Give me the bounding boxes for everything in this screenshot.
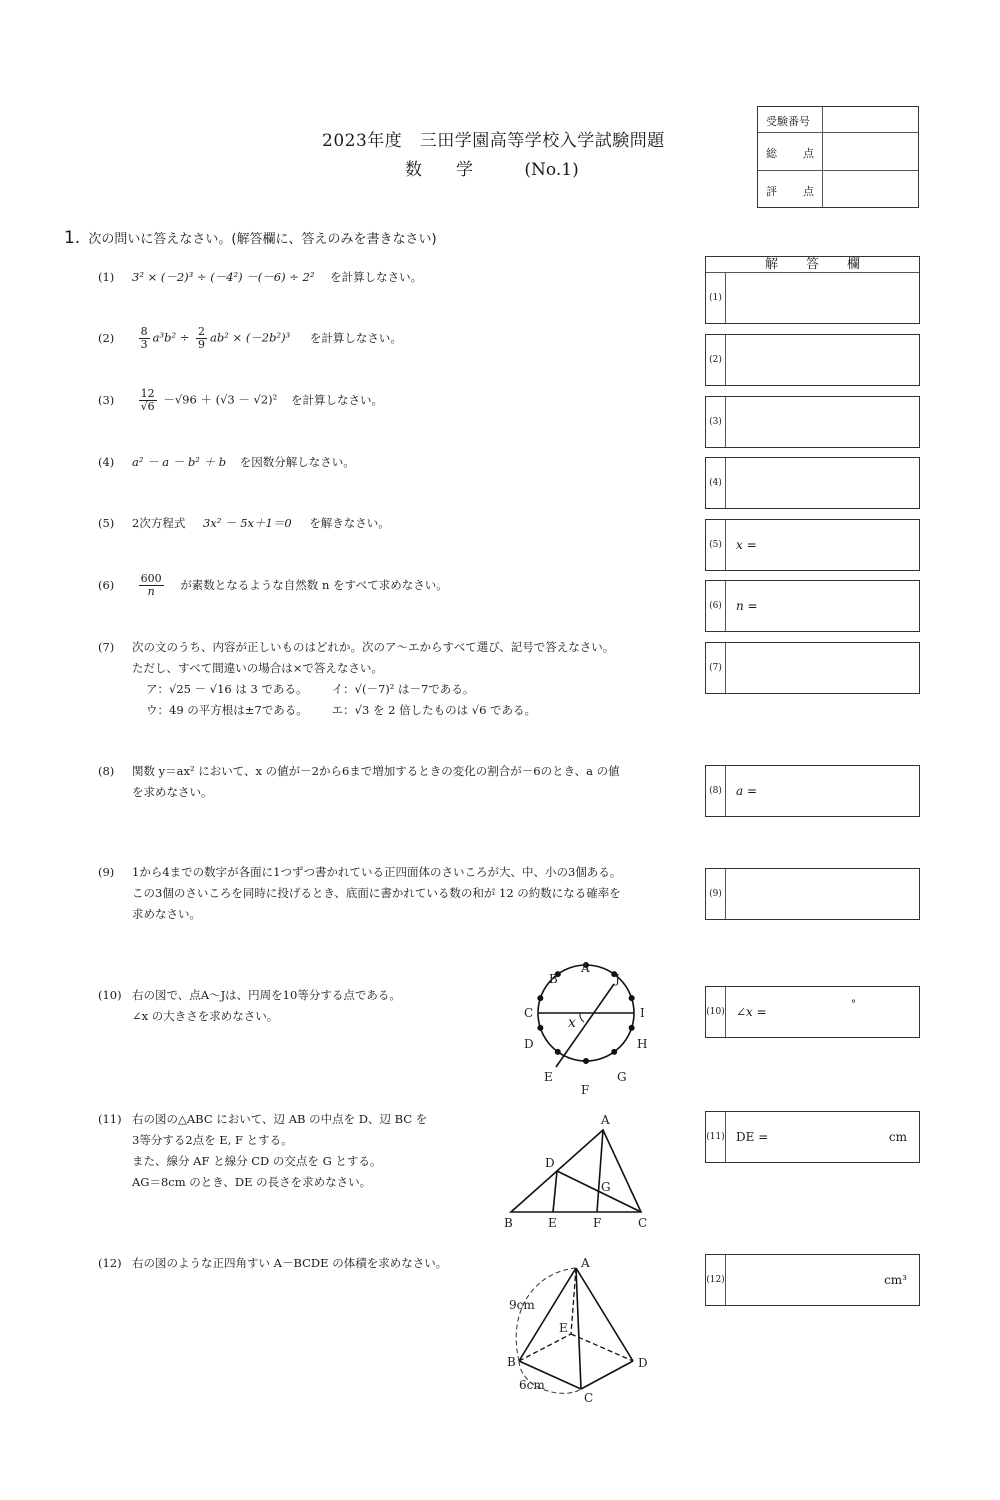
question-11: (11) 右の図の△ABC において、辺 AB の中点を D、辺 BC を 3等分する2点を E, F とする。 また、線分 AF と線分 CD の交点を G とする。 AG＝8cm のとき、DE の長さを求めなさい。 bbox=[98, 1112, 428, 1189]
question-1: (1) 3² × (－2)³ ÷ (－4²) －(－6) ÷ 2² を計算しなさい。 bbox=[98, 270, 423, 284]
answer-label: (9) bbox=[706, 869, 726, 919]
label-B: B bbox=[549, 972, 558, 986]
label-I: I bbox=[640, 1006, 645, 1020]
question-5: (5) 2次方程式 3x² － 5x＋1＝0 を解きなさい。 bbox=[98, 516, 390, 530]
question-12: (12) 右の図のような正四角すい A－BCDE の体積を求めなさい。 bbox=[98, 1256, 448, 1270]
label-A: A bbox=[601, 1113, 610, 1127]
choice-a: ア：√25 － √16 は 3 である。 bbox=[146, 682, 308, 696]
chord-je bbox=[556, 984, 614, 1067]
answer-prefix: DE = bbox=[736, 1130, 769, 1144]
triangle-abc bbox=[511, 1130, 641, 1212]
answer-box-3[interactable] bbox=[705, 396, 920, 448]
answer-label: (6) bbox=[706, 581, 726, 631]
question-9: (9) 1から4までの数字が各面に1つずつ書かれている正四面体のさいころが大、中、小の3個ある。 この3個のさいころを同時に投げるとき、底面に書かれている数の和が 12 の約数になる確率を 求めなさい。 bbox=[98, 865, 622, 921]
page-number: (No.1) bbox=[524, 160, 579, 180]
label-A: A bbox=[581, 961, 590, 975]
label-B: B bbox=[507, 1355, 516, 1369]
rating-label: 評 点 bbox=[766, 185, 814, 198]
label-C: C bbox=[584, 1391, 594, 1405]
degree-symbol: ° bbox=[851, 999, 856, 1010]
answer-prefix: ∠x = bbox=[736, 1005, 767, 1019]
label-E: E bbox=[544, 1070, 553, 1084]
answer-label: (10) bbox=[706, 987, 726, 1037]
answer-prefix: x = bbox=[736, 538, 757, 552]
score-box bbox=[757, 106, 919, 208]
answer-label: (11) bbox=[706, 1112, 726, 1162]
subject-label: 数 学 bbox=[405, 160, 473, 180]
exam-subtitle bbox=[405, 155, 579, 180]
label-C: C bbox=[638, 1216, 648, 1230]
point-F bbox=[583, 1058, 589, 1064]
base-label: 6cm bbox=[519, 1378, 545, 1392]
label-D: D bbox=[638, 1356, 648, 1370]
segment-de bbox=[553, 1171, 557, 1212]
label-H: H bbox=[637, 1037, 648, 1051]
answer-box-11[interactable] bbox=[705, 1111, 920, 1163]
label-B: B bbox=[504, 1216, 513, 1230]
total-score-field[interactable] bbox=[824, 134, 916, 169]
label-G: G bbox=[601, 1180, 611, 1194]
label-D: D bbox=[524, 1037, 534, 1051]
choice-i: イ：√(－7)² は－7である。 bbox=[331, 682, 475, 696]
question-2: (2) $\frac{8}{3}$ a³b² ÷ $\frac{2}{9}$ ab² × (－2b²)³ を計算しなさい。 bbox=[98, 325, 402, 351]
answer-label: (2) bbox=[706, 335, 726, 385]
point-H bbox=[629, 1025, 635, 1031]
answer-label: (12) bbox=[706, 1255, 726, 1305]
answer-label: (7) bbox=[706, 643, 726, 693]
answer-prefix: a = bbox=[736, 784, 758, 798]
choice-u: ウ：49 の平方根は±7である。 bbox=[146, 703, 308, 717]
question-7: (7) 次の文のうち、内容が正しいものはどれか。次のア～エからすべて選び、記号で答えなさい。 ただし、すべて間違いの場合は×で答えなさい。 ア：√25 － √16 は 3 である。 イ：√(－7)² は－7である。 ウ：49 の平方根は±7である。 エ：√3 を 2 倍したものは √6 である。 bbox=[98, 637, 614, 721]
label-G: G bbox=[617, 1070, 627, 1084]
label-A: A bbox=[581, 1256, 590, 1270]
label-E: E bbox=[559, 1321, 568, 1335]
circle-figure bbox=[500, 955, 670, 1100]
answer-column-header: 解答欄 bbox=[705, 256, 920, 273]
answer-box-2[interactable] bbox=[705, 334, 920, 386]
question-3: (3) $\frac{12}{√6}$ －√96 ＋ (√3 － √2)² を計算しなさい。 bbox=[98, 387, 383, 413]
answer-box-7[interactable] bbox=[705, 642, 920, 694]
question-10: (10) 右の図で、点A～Jは、円周を10等分する点である。 ∠x の大きさを求めなさい。 bbox=[98, 988, 401, 1023]
answer-box-4[interactable] bbox=[705, 457, 920, 509]
section-instruction: 次の問いに答えなさい。(解答欄に、答えのみを書きなさい) bbox=[88, 232, 437, 247]
choice-e: エ：√3 を 2 倍したものは √6 である。 bbox=[331, 703, 537, 717]
label-E: E bbox=[548, 1216, 557, 1230]
label-C: C bbox=[524, 1006, 534, 1020]
label-D: D bbox=[545, 1156, 555, 1170]
answer-box-8[interactable] bbox=[705, 765, 920, 817]
exam-number-label: 受験番号 bbox=[766, 115, 810, 128]
angle-x-label: x bbox=[568, 1015, 576, 1031]
answer-box-6[interactable] bbox=[705, 580, 920, 632]
total-score-label: 総 点 bbox=[766, 147, 814, 160]
answer-label: (5) bbox=[706, 520, 726, 570]
answer-label: (1) bbox=[706, 272, 726, 323]
rating-field[interactable] bbox=[824, 172, 916, 205]
triangle-figure bbox=[495, 1105, 670, 1235]
exam-number-field[interactable] bbox=[824, 109, 916, 131]
answer-label: (3) bbox=[706, 397, 726, 447]
point-I bbox=[629, 995, 635, 1001]
answer-box-10[interactable] bbox=[705, 986, 920, 1038]
answer-box-9[interactable] bbox=[705, 868, 920, 920]
segment-af bbox=[597, 1130, 603, 1212]
exam-title: 2023年度 三田学園高等学校入学試験問題 bbox=[322, 131, 665, 151]
answer-prefix: n = bbox=[736, 599, 758, 613]
question-6: (6) $\frac{600}{n}$ が素数となるような自然数 n をすべて求めなさい。 bbox=[98, 572, 448, 598]
answer-label: (4) bbox=[706, 458, 726, 508]
answer-box-5[interactable] bbox=[705, 519, 920, 571]
edge-label: 9cm bbox=[509, 1298, 535, 1312]
answer-label: (8) bbox=[706, 766, 726, 816]
point-D bbox=[537, 1025, 543, 1031]
section-number: 1. bbox=[64, 228, 81, 248]
section-heading bbox=[64, 228, 437, 248]
question-4: (4) a² － a － b² ＋ b を因数分解しなさい。 bbox=[98, 455, 355, 469]
point-C bbox=[537, 995, 543, 1001]
answer-box-12[interactable] bbox=[705, 1254, 920, 1306]
label-J: J bbox=[615, 972, 620, 986]
pyramid-figure bbox=[495, 1250, 670, 1410]
point-G bbox=[611, 1049, 617, 1055]
label-F: F bbox=[581, 1083, 590, 1097]
answer-unit: cm bbox=[888, 1130, 907, 1144]
angle-arc bbox=[580, 1013, 584, 1022]
answer-box-1[interactable] bbox=[705, 272, 920, 324]
question-8: (8) 関数 y＝ax² において、x の値が－2から6まで増加するときの変化の割合が－6のとき、a の値 を求めなさい。 bbox=[98, 764, 620, 799]
point-E bbox=[555, 1049, 561, 1055]
answer-unit: cm³ bbox=[884, 1273, 907, 1287]
label-F: F bbox=[593, 1216, 602, 1230]
